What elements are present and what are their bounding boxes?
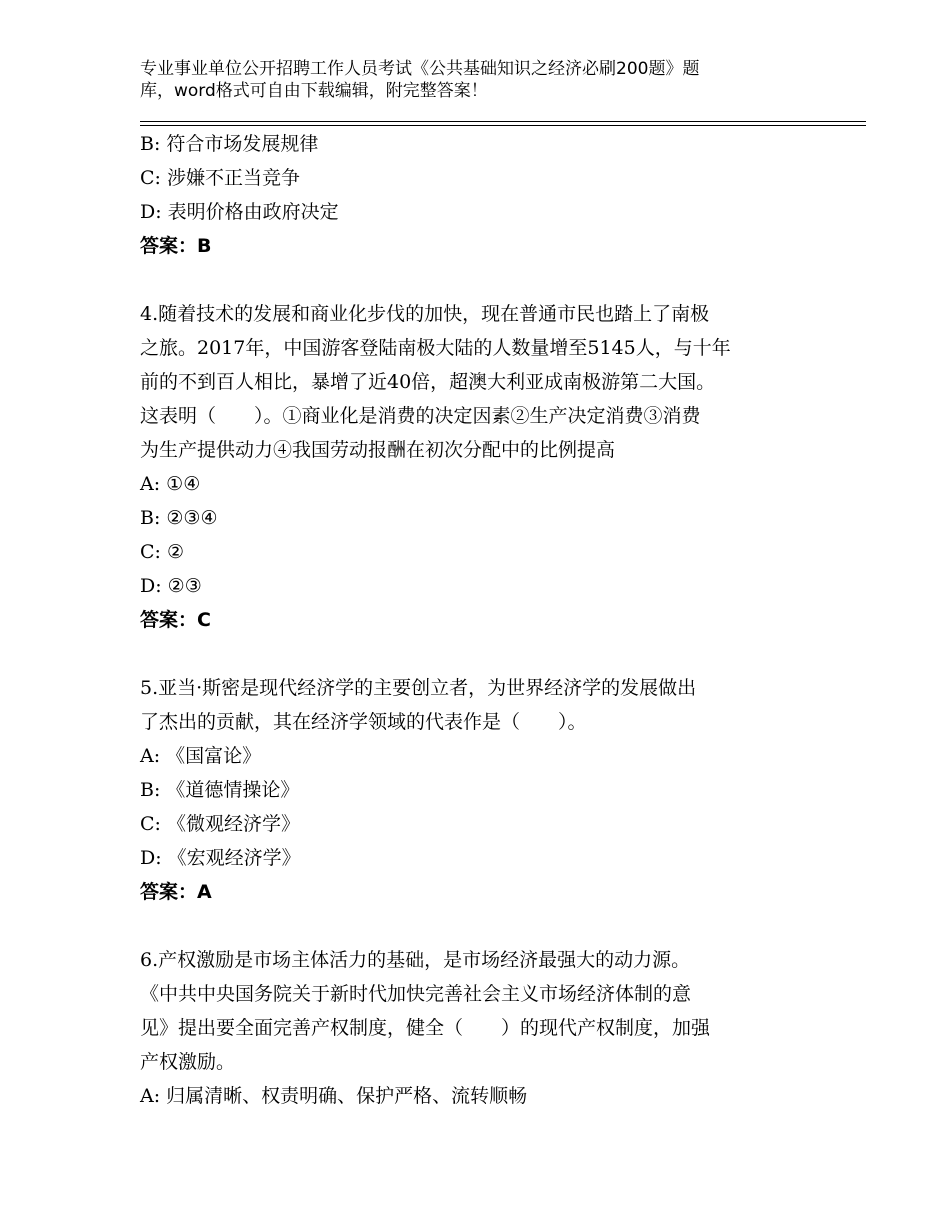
option-b: B: 《道德情操论》 <box>140 779 300 801</box>
header-title-line-2: 库，word格式可自由下载编辑，附完整答案！ <box>140 81 488 101</box>
option-b: B: 符合市场发展规律 <box>140 133 319 155</box>
answer-label: 答案：B <box>140 235 212 257</box>
question-stem-line: 5.亚当·斯密是现代经济学的主要创立者，为世界经济学的发展做出 <box>140 677 697 699</box>
spacer <box>140 637 840 671</box>
question-stem-line: 为生产提供动力④我国劳动报酬在初次分配中的比例提高 <box>140 439 616 461</box>
question-5 <box>140 671 840 909</box>
option-b: B: ②③④ <box>140 507 218 529</box>
question-list <box>140 127 840 1113</box>
question-6 <box>140 943 840 1113</box>
question-stem-line: 4.随着技术的发展和商业化步伐的加快，现在普通市民也踏上了南极 <box>140 303 710 325</box>
option-d: D: 表明价格由政府决定 <box>140 201 339 223</box>
answer-label: 答案：A <box>140 881 212 903</box>
question-4 <box>140 297 840 637</box>
header-title-line-1: 专业事业单位公开招聘工作人员考试《公共基础知识之经济必刷200题》题 <box>140 59 700 79</box>
header-divider-thin <box>140 121 866 122</box>
option-a: A: 归属清晰、权责明确、保护严格、流转顺畅 <box>140 1085 528 1107</box>
question-stem-line: 见》提出要全面完善产权制度，健全（ ）的现代产权制度，加强 <box>140 1017 711 1039</box>
question-stem-line: 6.产权激励是市场主体活力的基础，是市场经济最强大的动力源。 <box>140 949 691 971</box>
question-stem-line: 产权激励。 <box>140 1051 236 1073</box>
question-stem-line: 了杰出的贡献，其在经济学领域的代表作是（ ）。 <box>140 711 587 733</box>
spacer <box>140 909 840 943</box>
option-a: A: ①④ <box>140 473 201 495</box>
spacer <box>140 263 840 297</box>
page-header <box>140 58 780 102</box>
question-stem-line: 之旅。2017年，中国游客登陆南极大陆的人数量增至5145人，与十年 <box>140 337 731 359</box>
option-d: D: ②③ <box>140 575 202 597</box>
option-c: C: ② <box>140 541 185 563</box>
header-divider-thick <box>140 125 866 126</box>
option-c: C: 《微观经济学》 <box>140 813 300 835</box>
question-stem-line: 前的不到百人相比，暴增了近40倍，超澳大利亚成南极游第二大国。 <box>140 371 716 393</box>
question-stem-line: 这表明（ ）。①商业化是消费的决定因素②生产决定消费③消费 <box>140 405 701 427</box>
option-a: A: 《国富论》 <box>140 745 262 767</box>
option-d: D: 《宏观经济学》 <box>140 847 301 869</box>
option-c: C: 涉嫌不正当竞争 <box>140 167 300 189</box>
answer-label: 答案：C <box>140 609 211 631</box>
question-3 <box>140 127 840 263</box>
question-stem-line: 《中共中央国务院关于新时代加快完善社会主义市场经济体制的意 <box>140 983 692 1005</box>
